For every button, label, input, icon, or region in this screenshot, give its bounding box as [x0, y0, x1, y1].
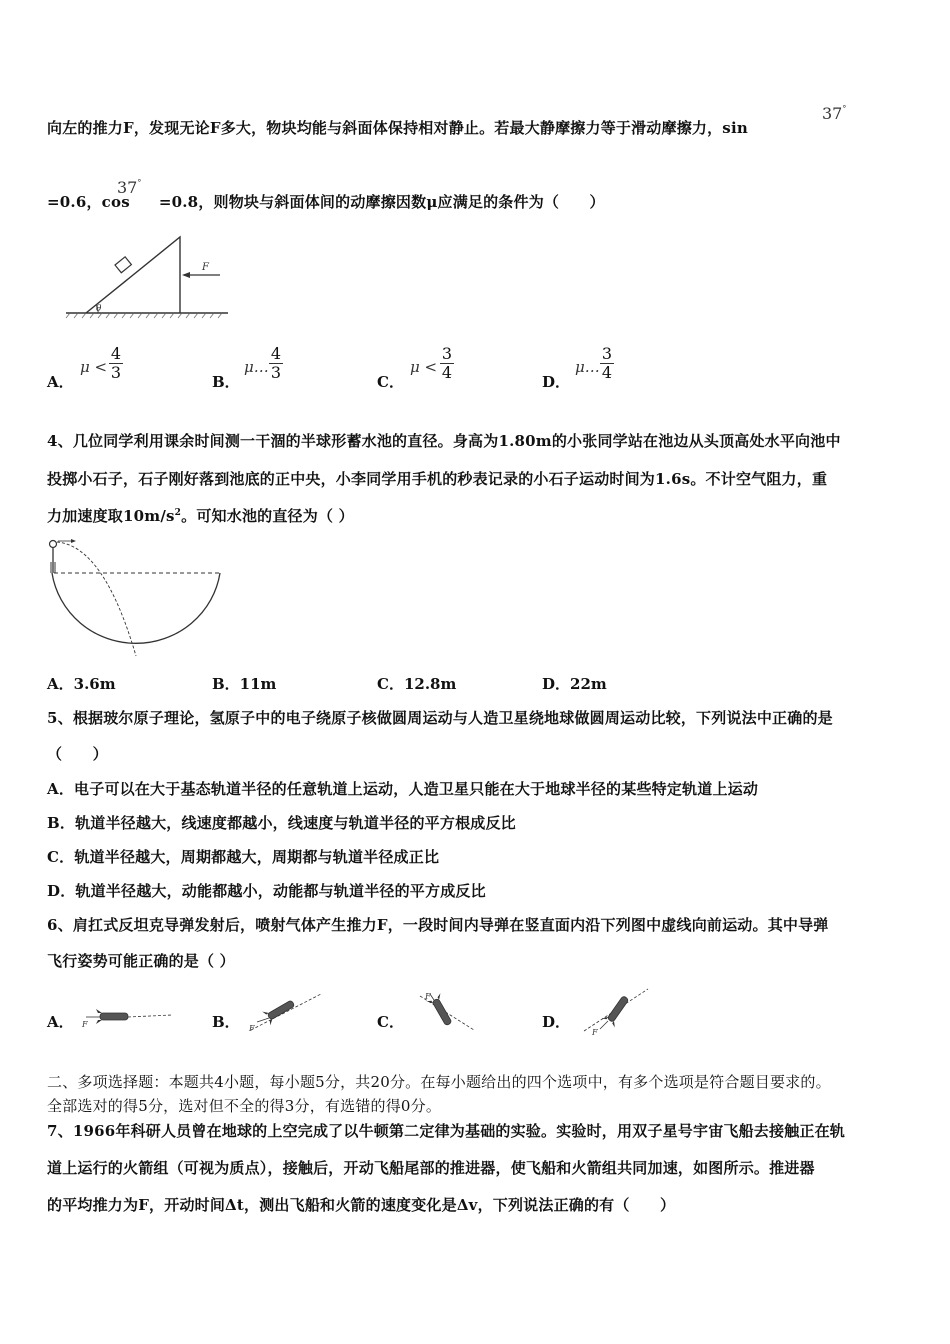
theta-label: θ — [96, 304, 102, 314]
q3-option-b-sym: μ… — [244, 358, 269, 376]
force-F-label: F — [592, 1028, 598, 1037]
q6-option-d[interactable]: D． — [542, 1013, 571, 1031]
q7-line2: 道上运行的火箭组（可视为质点），接触后，开动飞船尾部的推进器，使飞船和火箭组共同加速，如图所示。推进器 — [47, 1159, 815, 1177]
frac-den: 3 — [270, 363, 282, 382]
q5-option-b[interactable]: B．轨道半径越大，线速度都越小，线速度与轨道半径的平方根成反比 — [47, 814, 516, 832]
q3-option-d-sym: μ… — [575, 358, 600, 376]
missile-a-figure — [80, 1000, 175, 1032]
q4-option-d[interactable]: D．22m — [542, 675, 607, 693]
q4-option-c[interactable]: C．12.8m — [377, 675, 457, 693]
frac-num: 3 — [601, 344, 613, 363]
q4-line3-sup: 2 — [174, 508, 182, 518]
force-F-label: F — [82, 1020, 88, 1029]
q3-option-d-letter[interactable]: D． — [542, 373, 571, 391]
q7-line1: 7、1966年科研人员曾在地球的上空完成了以牛顿第二定律为基础的实验。实验时，用双子星号宇宙飞船去接触正在轨 — [47, 1122, 845, 1140]
degree-mark: ° — [842, 104, 847, 113]
q4-option-a[interactable]: A．3.6m — [47, 675, 116, 693]
q4-line2: 投掷小石子，石子刚好落到池底的正中央，小李同学用手机的秒表记录的小石子运动时间为1.6s。不计空气阻力，重 — [47, 470, 828, 488]
q6-option-b[interactable]: B． — [212, 1013, 240, 1031]
q6-option-a[interactable]: A． — [47, 1013, 74, 1031]
q6-line2: 飞行姿势可能正确的是（ ） — [47, 952, 235, 970]
q3-option-c-sym: μ < — [410, 358, 438, 376]
q4-line3-b: 。可知水池的直径为（ ） — [181, 507, 354, 525]
q3-line1: 向左的推力F，发现无论F多大，物块均能与斜面体保持相对静止。若最大静摩擦力等于滑动摩擦力，sin — [47, 119, 748, 137]
frac-den: 4 — [601, 363, 613, 382]
q5-line1: 5、根据玻尔原子理论，氢原子中的电子绕原子核做圆周运动与人造卫星绕地球做圆周运动比较，下列说法中正确的是 — [47, 709, 833, 727]
force-F-label: F — [249, 1024, 255, 1033]
q3-option-a-sym: μ < — [80, 358, 108, 376]
incline-figure — [62, 232, 232, 322]
q6-option-c[interactable]: C． — [377, 1013, 404, 1031]
pool-figure — [44, 536, 224, 662]
angle-37-cos — [117, 178, 141, 197]
force-F-label: F — [425, 992, 431, 1001]
frac-num: 4 — [270, 344, 282, 363]
missile-d-figure — [578, 985, 653, 1037]
q3-option-c-letter[interactable]: C． — [377, 373, 404, 391]
q3-line2-b: =0.8，则物块与斜面体间的动摩擦因数μ应满足的条件为（ ） — [158, 193, 605, 211]
q5-option-a[interactable]: A．电子可以在大于基态轨道半径的任意轨道上运动，人造卫星只能在大于地球半径的某些特定轨道上运动 — [47, 780, 759, 798]
section2-line2: 全部选对的得5分，选对但不全的得3分，有选错的得0分。 — [47, 1097, 442, 1115]
q3-option-b-letter[interactable]: B． — [212, 373, 240, 391]
q3-option-a-letter[interactable]: A． — [47, 373, 74, 391]
q7-line3: 的平均推力为F，开动时间Δt，测出飞船和火箭的速度变化是Δv，下列说法正确的有（ ） — [47, 1196, 676, 1214]
missile-b-figure — [243, 988, 328, 1036]
q5-option-c[interactable]: C．轨道半径越大，周期都越大，周期都与轨道半径成正比 — [47, 848, 440, 866]
angle-value: 37 — [822, 104, 843, 123]
q4-line3-a: 力加速度取10m/s — [47, 507, 175, 525]
q6-line1: 6、肩扛式反坦克导弹发射后，喷射气体产生推力F，一段时间内导弹在竖直面内沿下列图中虚线向前运动。其中导弹 — [47, 916, 829, 934]
force-F-label: F — [202, 262, 209, 273]
q5-line2: （ ） — [47, 745, 108, 763]
q3-option-c-frac — [440, 345, 454, 382]
frac-num: 4 — [110, 344, 122, 363]
block-shape — [115, 257, 131, 273]
q3-option-b-frac — [269, 345, 283, 382]
section2-line1: 二、多项选择题：本题共4小题，每小题5分，共20分。在每小题给出的四个选项中，有多个选项是符合题目要求的。 — [47, 1073, 831, 1091]
degree-mark: ° — [137, 178, 142, 187]
q3-option-d-frac — [600, 345, 614, 382]
q4-option-b[interactable]: B．11m — [212, 675, 277, 693]
angle-37-sin — [822, 104, 846, 123]
angle-value: 37 — [117, 178, 138, 197]
frac-den: 4 — [441, 363, 453, 382]
q4-line3 — [47, 505, 354, 526]
q4-line1: 4、几位同学利用课余时间测一干涸的半球形蓄水池的直径。身高为1.80m的小张同学站在池边从头顶高处水平向池中 — [47, 432, 841, 450]
q3-option-a-frac — [109, 345, 123, 382]
person-head-icon — [50, 541, 57, 548]
q3-line2-a: =0.6，cos — [47, 193, 130, 211]
q5-option-d[interactable]: D．轨道半径越大，动能都越小，动能都与轨道半径的平方成反比 — [47, 882, 486, 900]
frac-num: 3 — [441, 344, 453, 363]
frac-den: 3 — [110, 363, 122, 382]
missile-c-figure — [412, 988, 482, 1036]
